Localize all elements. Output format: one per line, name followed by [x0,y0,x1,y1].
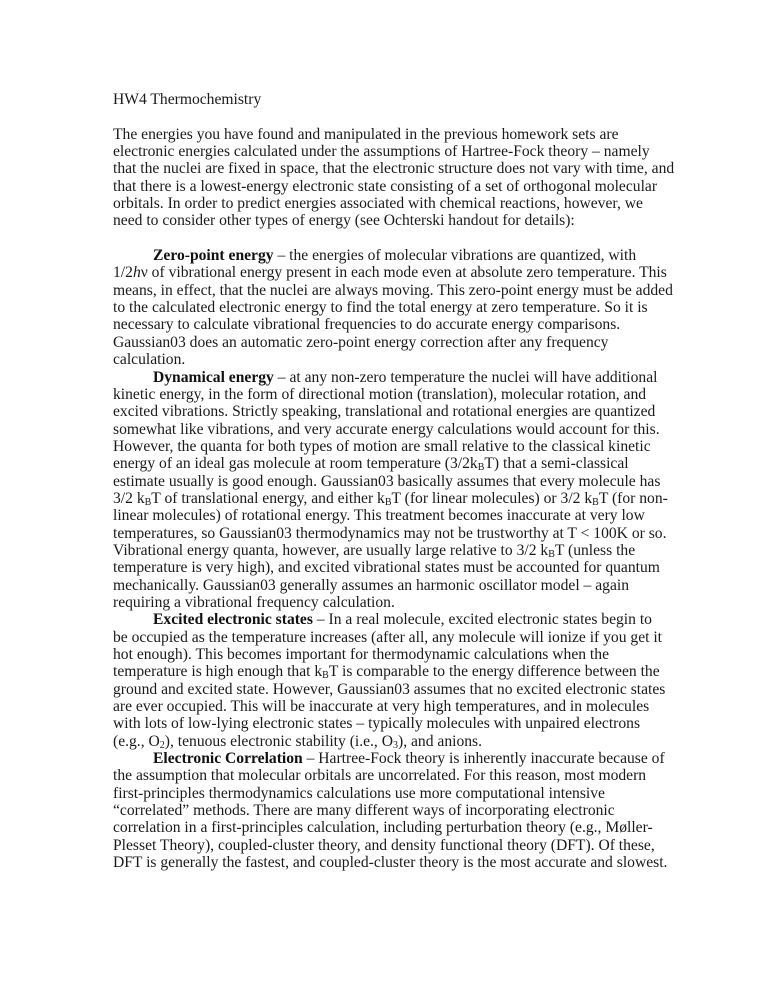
section-first-line: Zero-point energy – the energies of molecular vibrations are quantized, with [153,247,637,265]
text-line: ground and excited state. However, Gaussian03 assumes that no excited electronic states [113,680,666,698]
section-first-line: Excited electronic states – In a real molecule, excited electronic states begin to [153,611,652,629]
text-line: excited vibrations. Strictly speaking, translational and rotational energies are quantized [113,403,656,421]
text-line: are ever occupied. This will be inaccurate at very high temperatures, and in molecules [113,698,650,716]
text-line: (e.g., $O_2$), tenuous electronic stability (i.e., $O_3$), and anions. [113,732,483,751]
text-line: necessary to calculate vibrational frequencies to do accurate energy comparisons. [113,316,621,334]
text-line: 3/2 $k_BT$ of translational energy, and either $k_BT$ (for linear molecules) or 3/2 $k_BT$ (for non- [113,489,668,508]
text-line: The energies you have found and manipulated in the previous homework sets are [113,125,619,143]
text-line: requiring a vibrational frequency calculation. [113,593,395,611]
text-line: energy of an ideal gas molecule at room temperature $(3/2k_BT)$ that a semi-classical [113,455,629,474]
text-line: kinetic energy, in the form of directional motion (translation), molecular rotation, and [113,385,647,403]
text-line: somewhat like vibrations, and very accurate energy calculations would account for this. [113,420,660,438]
text-line: Plesset Theory), coupled-cluster theory, and density functional theory (DFT). Of these, [113,836,655,854]
text-line: linear molecules) of rotational energy. This treatment becomes inaccurate at very low [113,507,645,525]
section-heading: Electronic Correlation [153,750,303,768]
section-first-line: Dynamical energy – at any non-zero temperature the nuclei will have additional [153,368,658,386]
intro-paragraph [113,126,673,230]
text-line: to the calculated electronic energy to find the total energy at zero temperature. So it is [113,299,648,317]
section-heading: Excited electronic states [153,611,313,629]
text-line: that there is a lowest-energy electronic state consisting of a set of orthogonal molecular [113,177,658,195]
text-line: need to consider other types of energy (see Ochterski handout for details): [113,212,575,230]
section-heading: Zero-point energy [153,247,274,265]
text-line: electronic energies calculated under the assumptions of Hartree-Fock theory – namely [113,143,650,161]
section-first-line: Electronic Correlation – Hartree-Fock theory is inherently inaccurate because of [153,750,665,768]
text-line: orbitals. In order to predict energies associated with chemical reactions, however, we [113,195,643,213]
document-page [113,91,673,871]
text-line: hot enough). This becomes important for thermodynamic calculations when the [113,646,609,663]
section-dynamical-energy [113,369,673,612]
text-line: temperatures, so Gaussian03 thermodynamics may not be trustworthy at T < 100K or so. [113,524,667,542]
text-line: first-principles thermodynamics calculations use more computational intensive [113,784,605,802]
text-line: mechanically. Gaussian03 generally assumes an harmonic oscillator model – again [113,576,630,594]
paragraph-gap [113,230,673,247]
text-line: calculation. [113,351,186,369]
section-zero-point-energy [113,247,673,368]
text-line: Gaussian03 does an automatic zero-point energy correction after any frequency [113,333,609,351]
section-excited-electronic-states [113,611,673,750]
text-line: Vibrational energy quanta, however, are usually large relative to 3/2 $k_BT$ (unless the [113,541,636,560]
section-electronic-correlation [113,750,673,871]
text-line: estimate usually is good enough. Gaussian03 basically assumes that every molecule has [113,472,661,490]
text-line: However, the quanta for both types of motion are small relative to the classical kinetic [113,437,651,455]
text-line: the assumption that molecular orbitals are uncorrelated. For this reason, most modern [113,767,647,785]
text-line: temperature is very high), and excited vibrational states must be accounted for quantum [113,559,660,577]
text-line: that the nuclei are fixed in space, that the electronic structure does not vary with time, and [113,160,675,178]
text-line: with lots of low-lying electronic states – typically molecules with unpaired electrons [113,715,641,733]
document-title: HW4 Thermochemistry [113,91,262,108]
text-line: means, in effect, that the nuclei are always moving. This zero-point energy must be added [113,281,673,299]
text-line: correlation in a first-principles calculation, including perturbation theory (e.g., Møller- [113,819,653,837]
text-line: temperature is high enough that $k_BT$ is comparable to the energy difference between the [113,663,660,682]
text-line: DFT is generally the fastest, and coupled-cluster theory is the most accurate and slowest. [113,854,668,872]
section-heading: Dynamical energy [153,368,274,386]
text-line: 1/2hν of vibrational energy present in each mode even at absolute zero temperature. This [113,264,667,282]
text-line: “correlated” methods. There are many different ways of incorporating electronic [113,802,615,820]
text-line: be occupied as the temperature increases (after all, any molecule will ionize if you get it [113,628,663,646]
